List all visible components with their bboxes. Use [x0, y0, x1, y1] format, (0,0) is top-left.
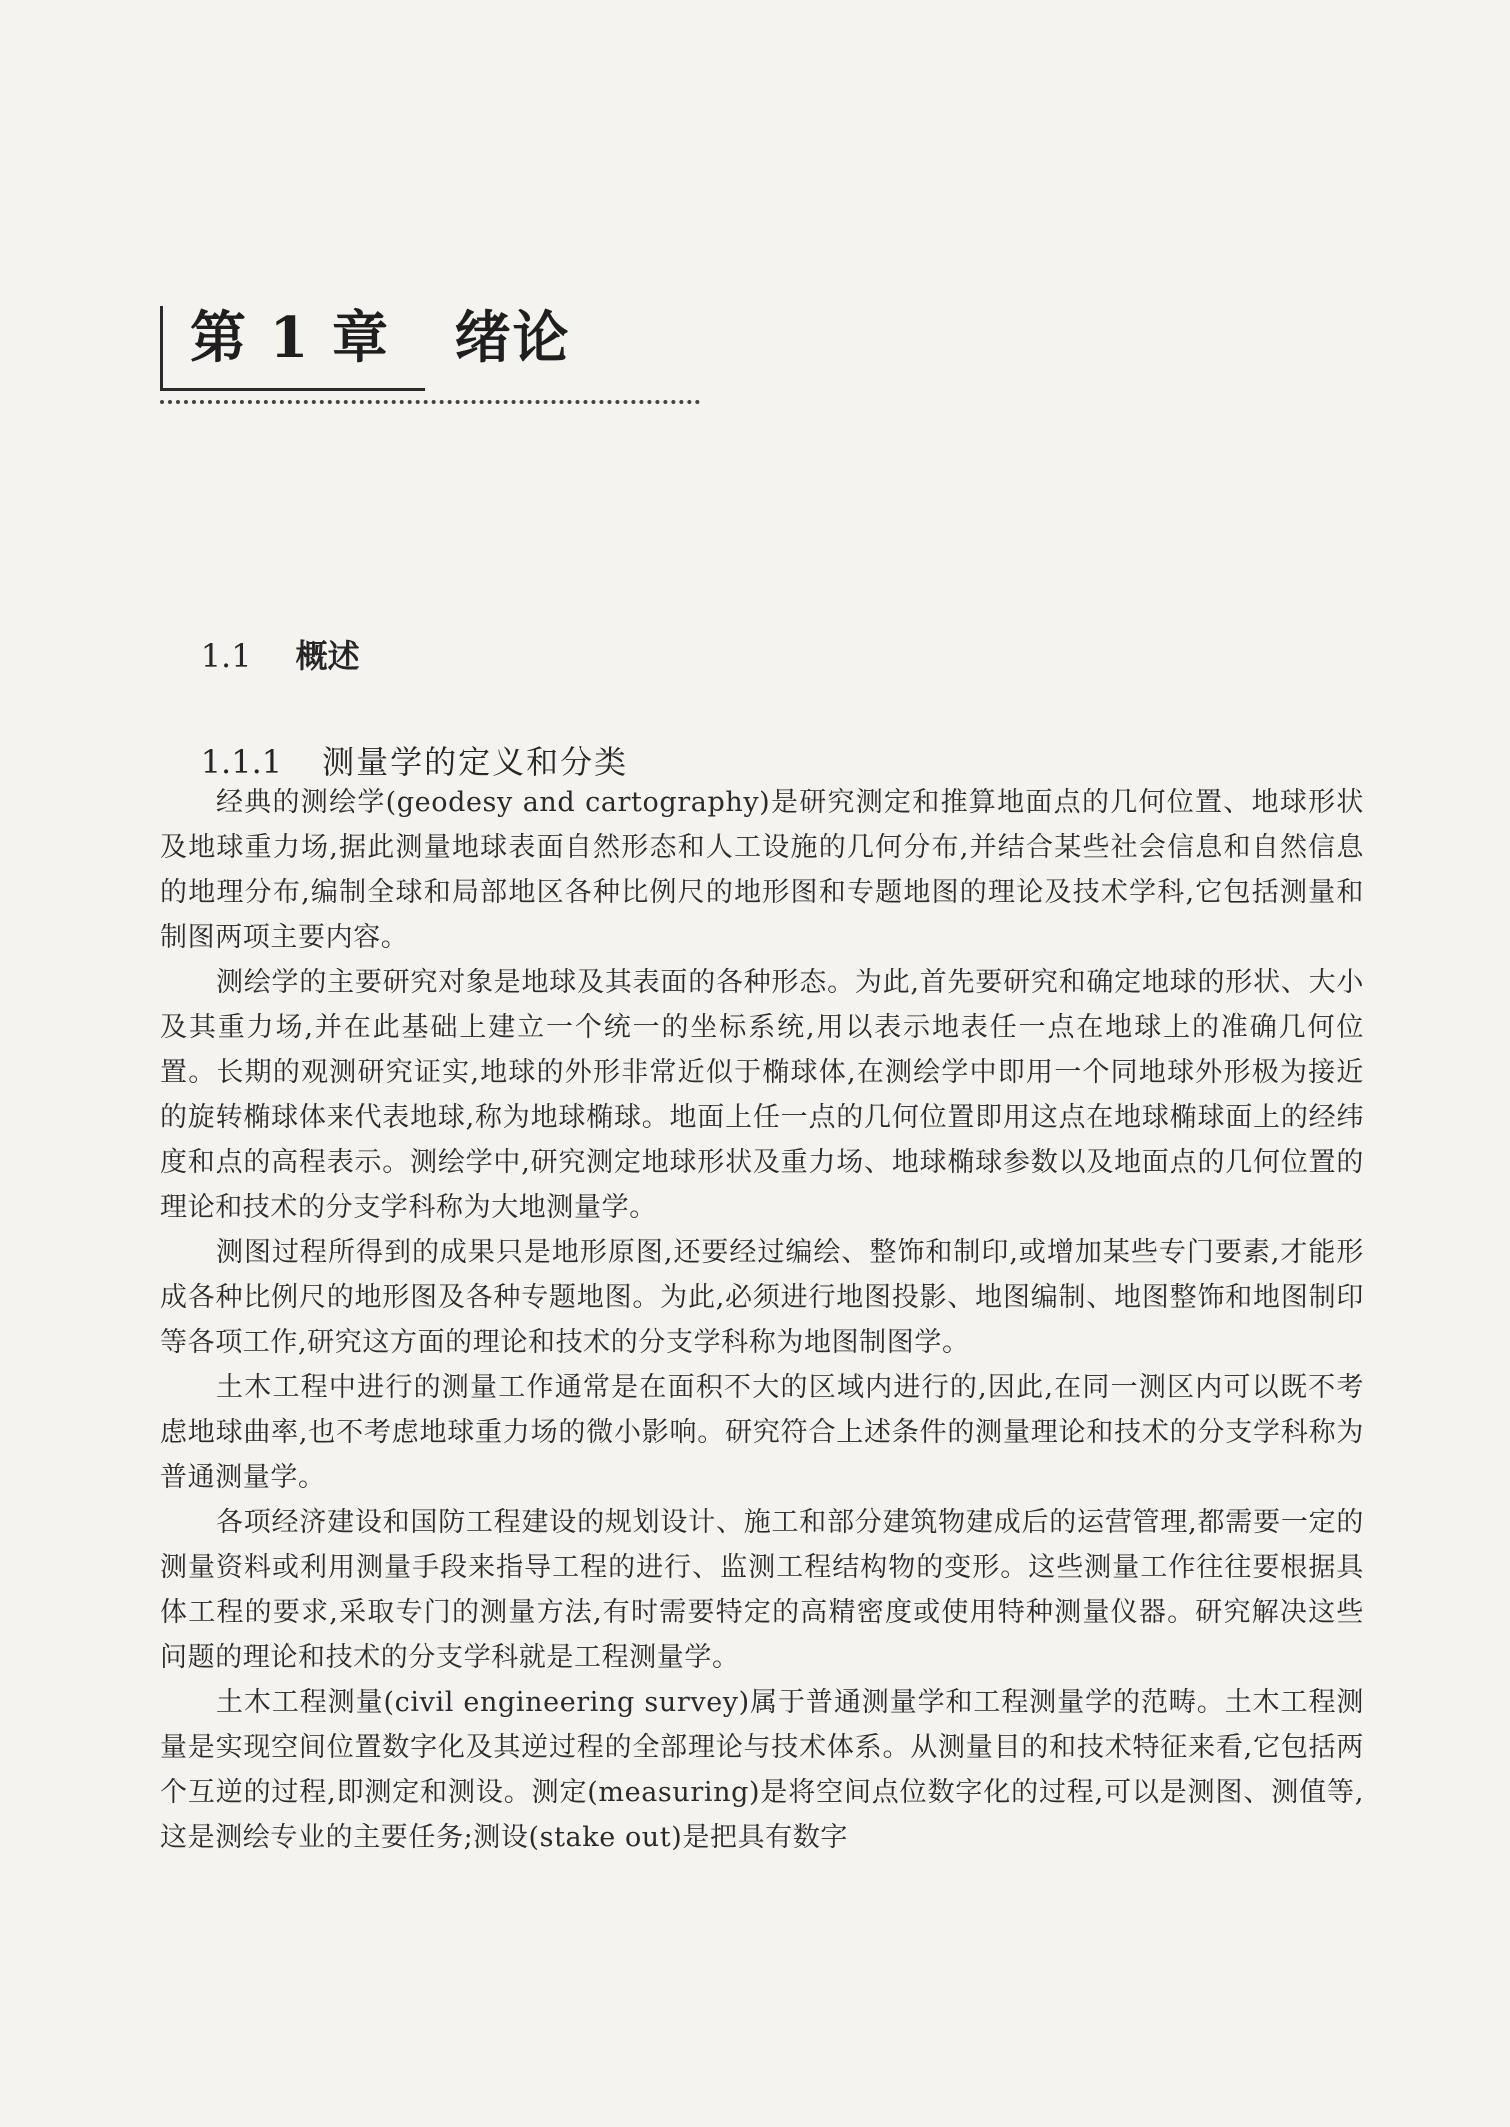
paragraph: 测绘学的主要研究对象是地球及其表面的各种形态。为此,首先要研究和确定地球的形状、大小及其重力场,并在此基础上建立一个统一的坐标系统,用以表示地表任一点在地球上的准确几何位置。长期的观测研究证实,地球的外形非常近似于椭球体,在测绘学中即用一个同地球外形极为接近的旋转椭球体来代表地球,称为地球椭球。地面上任一点的几何位置即用这点在地球椭球面上的经纬度和点的高程表示。测绘学中,研究测定地球形状及重力场、地球椭球参数以及地面点的几何位置的理论和技术的分支学科称为大地测量学。 [160, 967, 1364, 1223]
chapter-title: 第 1 章 绪论 [190, 305, 571, 371]
chapter-dotted-rule [160, 400, 700, 404]
paragraph: 各项经济建设和国防工程建设的规划设计、施工和部分建筑物建成后的运营管理,都需要一定的测量资料或利用测量手段来指导工程的进行、监测工程结构物的变形。这些测量工作往往要根据具体工程的要求,采取专门的测量方法,有时需要特定的高精密度或使用特种测量仪器。研究解决这些问题的理论和技术的分支学科就是工程测量学。 [160, 1507, 1364, 1673]
chapter-heading [160, 300, 700, 410]
paragraph: 土木工程测量(civil engineering survey)属于普通测量学和工程测量学的范畴。土木工程测量是实现空间位置数字化及其逆过程的全部理论与技术体系。从测量目的和技术特征来看,它包括两个互逆的过程,即测定和测设。测定(measuring)是将空间点位数字化的过程,可以是测图、测值等,这是测绘专业的主要任务;测设(stake out)是把具有数字 [160, 1687, 1364, 1853]
paragraph: 测图过程所得到的成果只是地形原图,还要经过编绘、整饰和制印,或增加某些专门要素,才能形成各种比例尺的地形图及各种专题地图。为此,必须进行地图投影、地图编制、地图整饰和地图制印等各项工作,研究这方面的理论和技术的分支学科称为地图制图学。 [160, 1237, 1364, 1358]
body-text [160, 780, 1364, 1860]
paragraph: 经典的测绘学(geodesy and cartography)是研究测定和推算地面点的几何位置、地球形状及地球重力场,据此测量地球表面自然形态和人工设施的几何分布,并结合某些社会信息和自然信息的地理分布,编制全球和局部地区各种比例尺的地形图和专题地图的理论及技术学科,它包括测量和制图两项主要内容。 [160, 787, 1364, 953]
section-number: 1.1 [200, 637, 252, 675]
section-title: 概述 [295, 637, 360, 675]
paragraph: 土木工程中进行的测量工作通常是在面积不大的区域内进行的,因此,在同一测区内可以既不考虑地球曲率,也不考虑地球重力场的微小影响。研究符合上述条件的测量理论和技术的分支学科称为普通测量学。 [160, 1372, 1364, 1493]
subsection-number: 1.1.1 [200, 743, 283, 781]
section-heading [160, 596, 360, 716]
subsection-title: 测量学的定义和分类 [322, 743, 629, 781]
